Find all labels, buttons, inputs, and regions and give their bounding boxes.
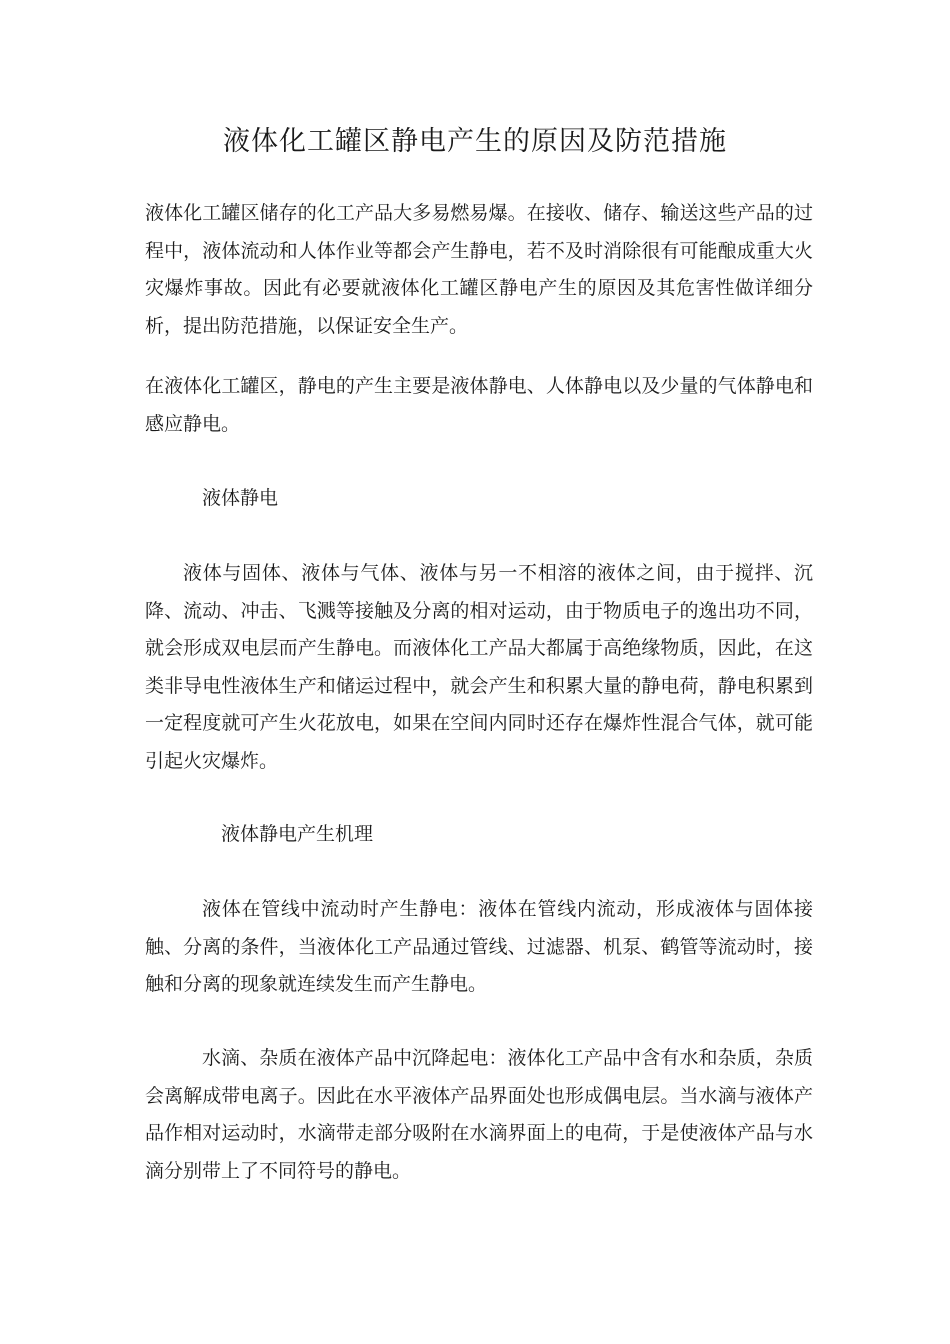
- heading-mechanism: 液体静电产生机理: [221, 823, 374, 845]
- pipeline-flow-paragraph: 液体在管线中流动时产生静电：液体在管线内流动，形成液体与固体接触、分离的条件，当液体化工产品通过管线、过滤器、机泵、鹤管等流动时，接触和分离的现象就连续发生而产生静电。: [145, 898, 813, 995]
- liquid-static-paragraph: 液体与固体、液体与气体、液体与另一不相溶的液体之间，由于搅拌、沉降、流动、冲击、飞溅等接触及分离的相对运动，由于物质电子的逸出功不同，就会形成双电层而产生静电。而液体化工产品大都属于高绝缘物质，因此，在这类非导电性液体生产和储运过程中，就会产生和积累大量的静电荷，静电积累到一定程度就可产生火花放电，如果在空间内同时还存在爆炸性混合气体，就可能引起火灾爆炸。: [145, 562, 813, 772]
- heading-liquid-static: 液体静电: [202, 487, 279, 509]
- intro-paragraph: 液体化工罐区储存的化工产品大多易燃易爆。在接收、储存、输送这些产品的过程中，液体流动和人体作业等都会产生静电，若不及时消除很有可能酿成重大火灾爆炸事故。因此有必要就液体化工罐区静电产生的原因及其危害性做详细分析，提出防范措施，以保证安全生产。: [145, 202, 813, 337]
- water-settling-paragraph: 水滴、杂质在液体产品中沉降起电：液体化工产品中含有水和杂质，杂质会离解成带电离子。因此在水平液体产品界面处也形成偶电层。当水滴与液体产品作相对运动时，水滴带走部分吸附在水滴界面上的电荷，于是使液体产品与水滴分别带上了不同符号的静电。: [145, 1047, 813, 1182]
- document-title: 液体化工罐区静电产生的原因及防范措施: [223, 126, 727, 157]
- sources-paragraph: 在液体化工罐区，静电的产生主要是液体静电、人体静电以及少量的气体静电和感应静电。: [145, 375, 813, 435]
